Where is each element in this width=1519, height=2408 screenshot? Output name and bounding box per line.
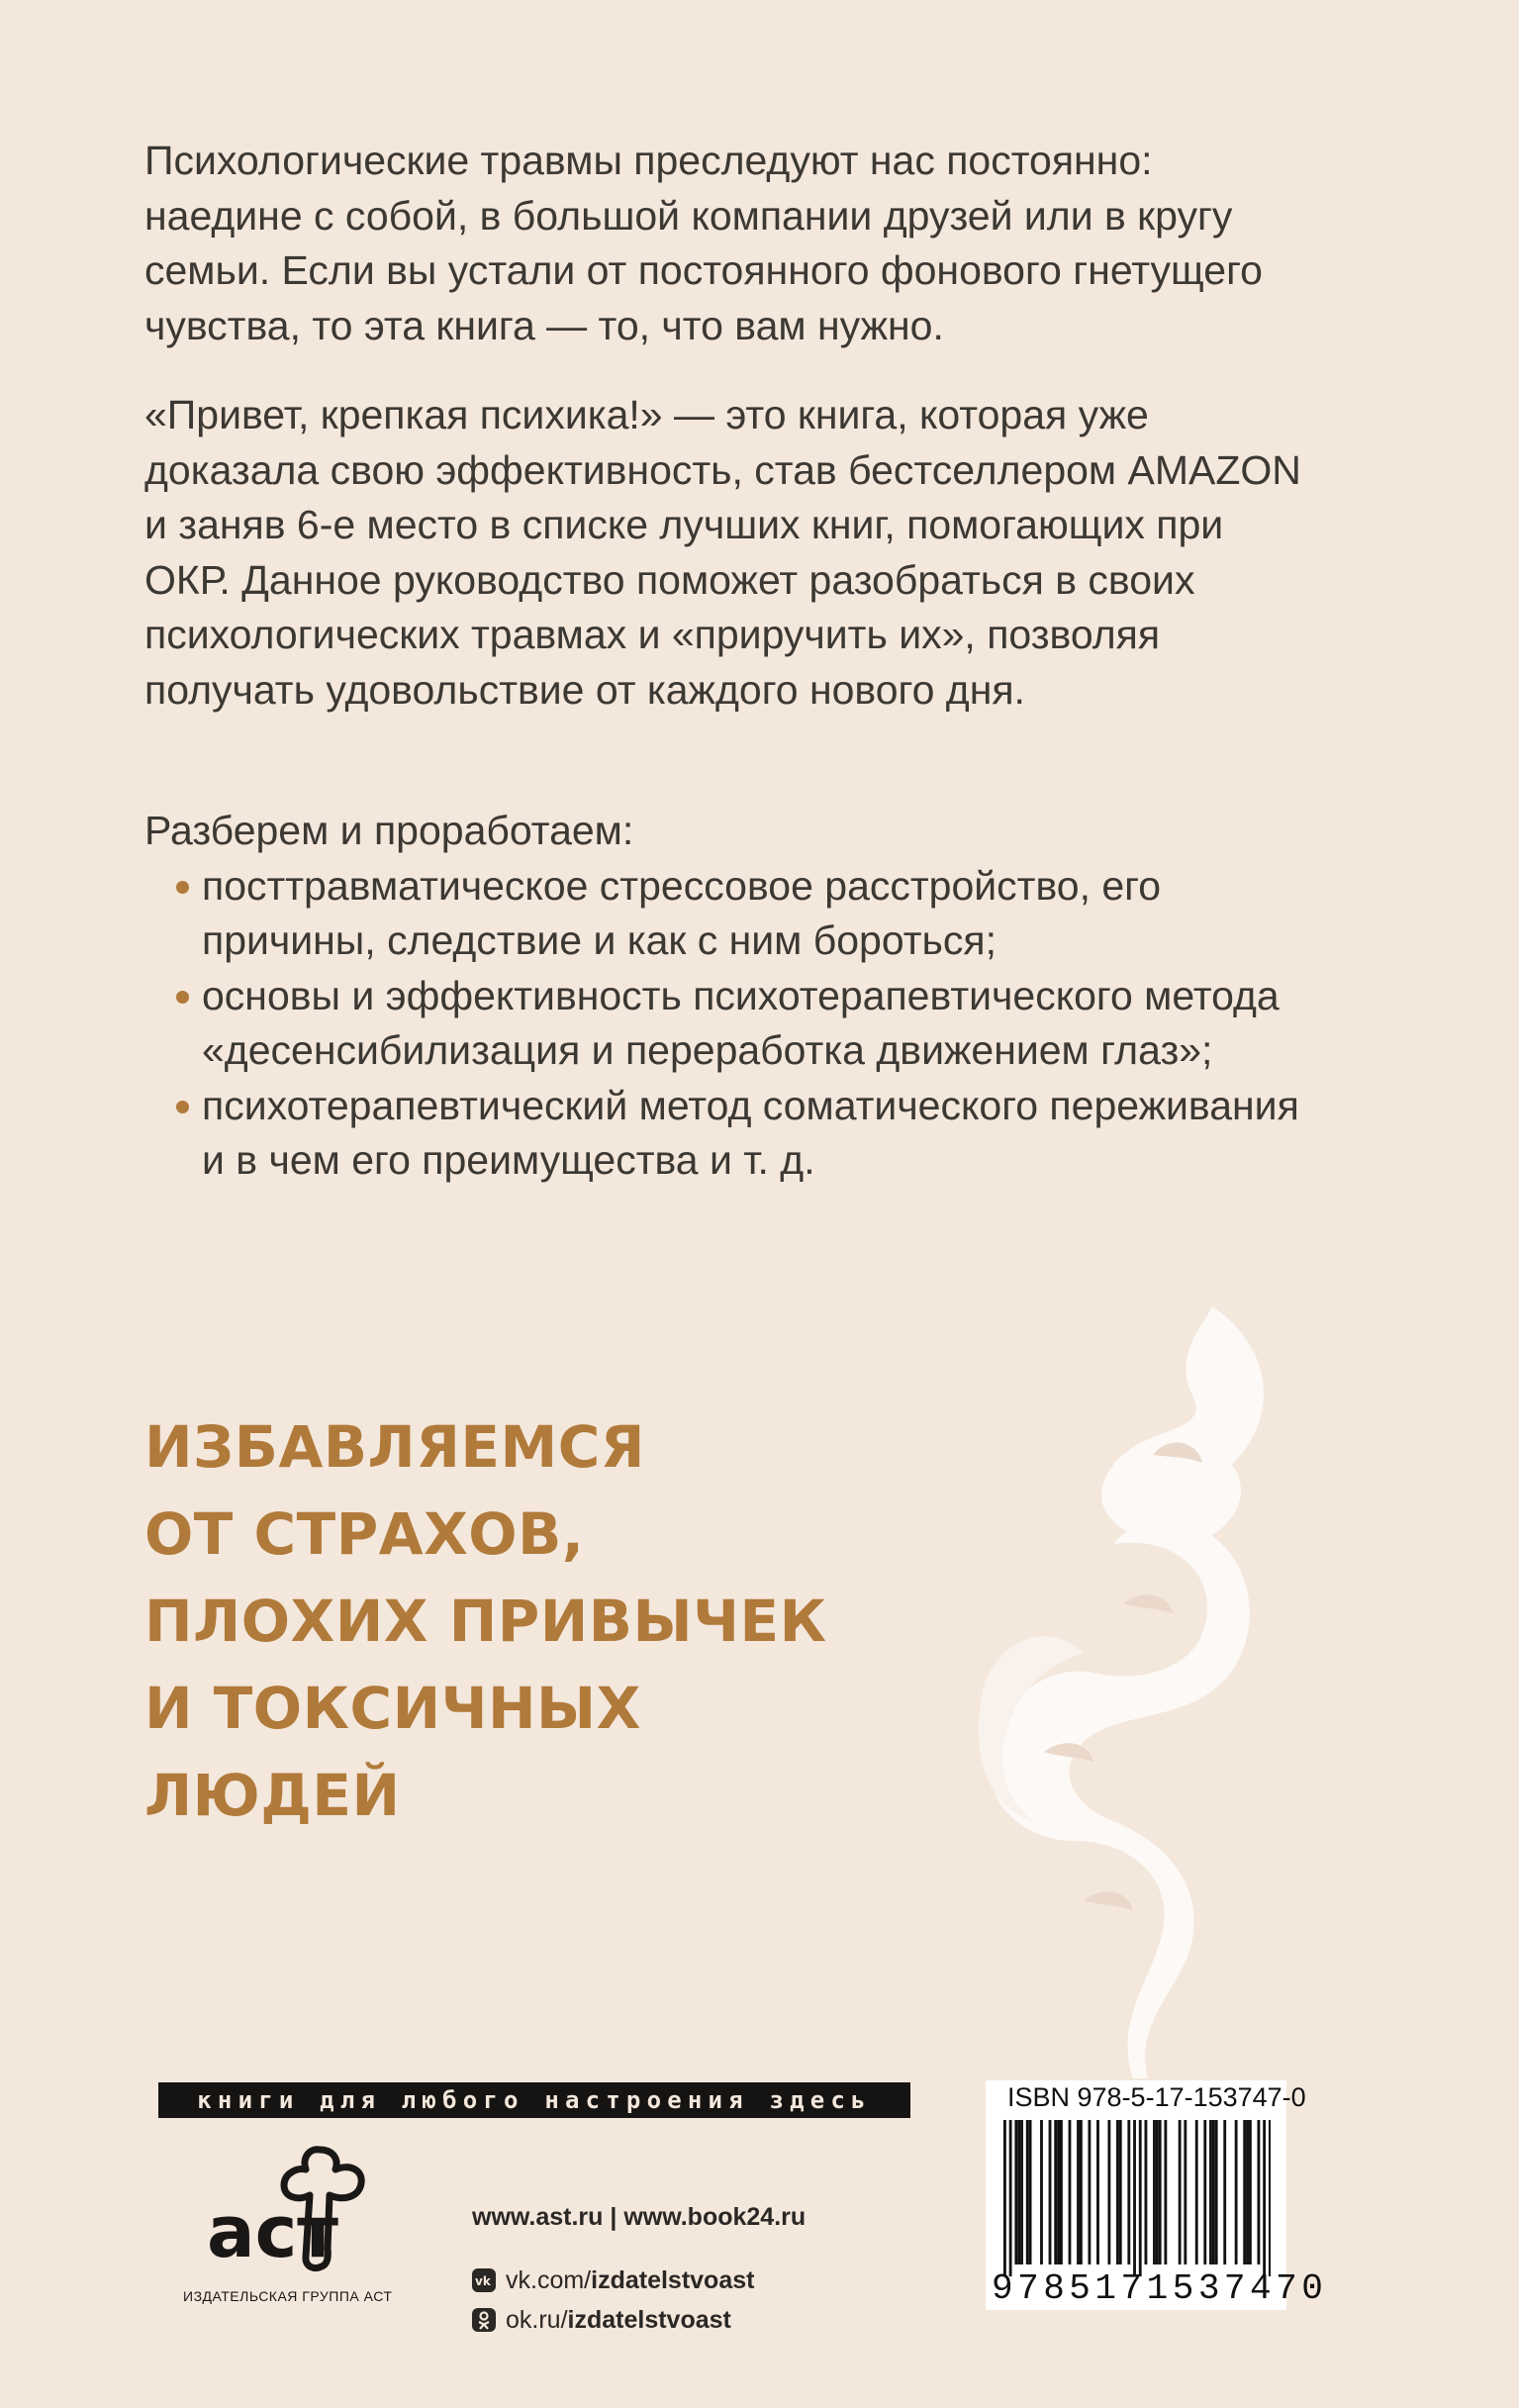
isbn-number: ISBN 978-5-17-153747-0 (1007, 2082, 1306, 2112)
barcode-bar (1269, 2120, 1271, 2276)
topic-item: посттравматическое стрессовое расстройство, его причины, следствие и как с ним бороться; (144, 859, 1312, 969)
barcode-bar (1258, 2120, 1261, 2264)
svg-text:vk: vk (475, 2274, 491, 2288)
barcode-bar (1060, 2120, 1063, 2264)
intro-paragraph-1 (144, 134, 1312, 353)
vk-prefix[interactable]: vk.com/ (506, 2266, 592, 2294)
barcode-bars (1003, 2120, 1271, 2278)
barcode-bar (1026, 2120, 1029, 2264)
barcode-bar (1116, 2120, 1119, 2264)
barcode-bar (1223, 2120, 1226, 2264)
slogan-line: ОТ СТРАХОВ, (144, 1500, 585, 1568)
publisher-name: ИЗДАТЕЛЬСКАЯ ГРУППА АСТ (183, 2288, 393, 2304)
barcode-bar (1263, 2120, 1266, 2276)
barcode-bar (1014, 2120, 1017, 2264)
barcode-bar (1179, 2120, 1182, 2264)
topic-item: основы и эффективность психотерапевтического метода «десенсибилизация и переработка движением глаз»; (144, 969, 1312, 1079)
topics-section (144, 804, 1312, 1189)
slogan-line: И ТОКСИЧНЫХ (144, 1675, 641, 1742)
barcode-bar (1156, 2120, 1159, 2264)
ok-link[interactable] (472, 2300, 806, 2340)
barcode-bar (1069, 2120, 1072, 2264)
barcode-bar (1089, 2120, 1092, 2264)
slogan-line: ЛЮДЕЙ (144, 1762, 401, 1829)
ok-prefix[interactable]: ok.ru/ (506, 2306, 568, 2334)
barcode-digits: 9785171537470 (992, 2268, 1328, 2309)
barcode-bar (1009, 2120, 1012, 2276)
intro-text-2: «Привет, крепкая психика!» — это книга, которая уже доказала свою эффективность, став бестселлером AMAZON и заняв 6-е место в списке лучших книг, помогающих при ОКР. Данное руководство поможет разобраться в своих психологических травмах и «приручить их», позволяя получать удовольствие от каждого нового дня. (144, 392, 1301, 713)
vk-icon (472, 2268, 496, 2292)
tagline-bar: книги для любого настроения здесь (158, 2082, 910, 2118)
vk-handle[interactable]: izdatelstvoast (591, 2266, 755, 2294)
barcode-bar (1107, 2120, 1110, 2264)
barcode-bar (1164, 2120, 1167, 2264)
topics-heading: Разберем и проработаем: (144, 808, 634, 853)
vk-link[interactable] (472, 2261, 806, 2300)
barcode-bar (1212, 2120, 1215, 2264)
barcode-bar (1040, 2120, 1043, 2264)
barcode (986, 2080, 1328, 2310)
barcode-bar (1195, 2120, 1198, 2264)
barcode-bar (1080, 2120, 1083, 2264)
barcode-bar (1249, 2120, 1252, 2264)
barcode-bar (1096, 2120, 1099, 2264)
barcode-bar (1243, 2120, 1246, 2264)
barcode-bar (1119, 2120, 1122, 2264)
barcode-bar (1049, 2120, 1052, 2264)
smoke-decoration (965, 1306, 1291, 2078)
barcode-bar (1246, 2120, 1249, 2264)
barcode-bar (1057, 2120, 1060, 2264)
ast-logo-icon (203, 2140, 381, 2278)
slogan-line: ПЛОХИХ ПРИВЫЧЕК (144, 1588, 827, 1655)
barcode-bar (1235, 2120, 1238, 2264)
barcode-bar (1209, 2120, 1212, 2264)
barcode-bar (1133, 2120, 1136, 2276)
barcode-bar (1127, 2120, 1130, 2264)
publisher-links (472, 2197, 806, 2340)
barcode-bar (1020, 2120, 1023, 2264)
ok-handle[interactable]: izdatelstvoast (567, 2306, 731, 2334)
barcode-bar (1029, 2120, 1032, 2264)
slogan-line: ИЗБАВЛЯЕМСЯ (144, 1413, 645, 1481)
topic-item: психотерапевтический метод соматического переживания и в чем его преимущества и т. д. (144, 1079, 1312, 1189)
barcode-bar (1203, 2120, 1206, 2264)
intro-text-1: Психологические травмы преследуют нас постоянно: наедине с собой, в большой компании друзей или в кругу семьи. Если вы устали от постоянного фонового гнетущего чувства, то эта книга — то, что вам нужно. (144, 138, 1263, 348)
sites-link[interactable] (472, 2197, 806, 2237)
ok-icon (472, 2308, 496, 2332)
sites-text[interactable]: www.ast.ru | www.book24.ru (472, 2203, 807, 2231)
intro-paragraph-2 (144, 388, 1312, 718)
logo-text: аст (207, 2190, 338, 2273)
barcode-bar (1077, 2120, 1080, 2264)
barcode-bar (1145, 2120, 1148, 2264)
barcode-bar (1003, 2120, 1006, 2276)
barcode-bar (1215, 2120, 1218, 2264)
topics-list (144, 859, 1312, 1189)
barcode-bar (1153, 2120, 1156, 2264)
barcode-bar (1139, 2120, 1142, 2276)
barcode-bar (1159, 2120, 1162, 2264)
barcode-bar (1054, 2120, 1057, 2264)
barcode-bar (1184, 2120, 1187, 2264)
barcode-bar (1017, 2120, 1020, 2264)
slogan (144, 1403, 826, 1839)
